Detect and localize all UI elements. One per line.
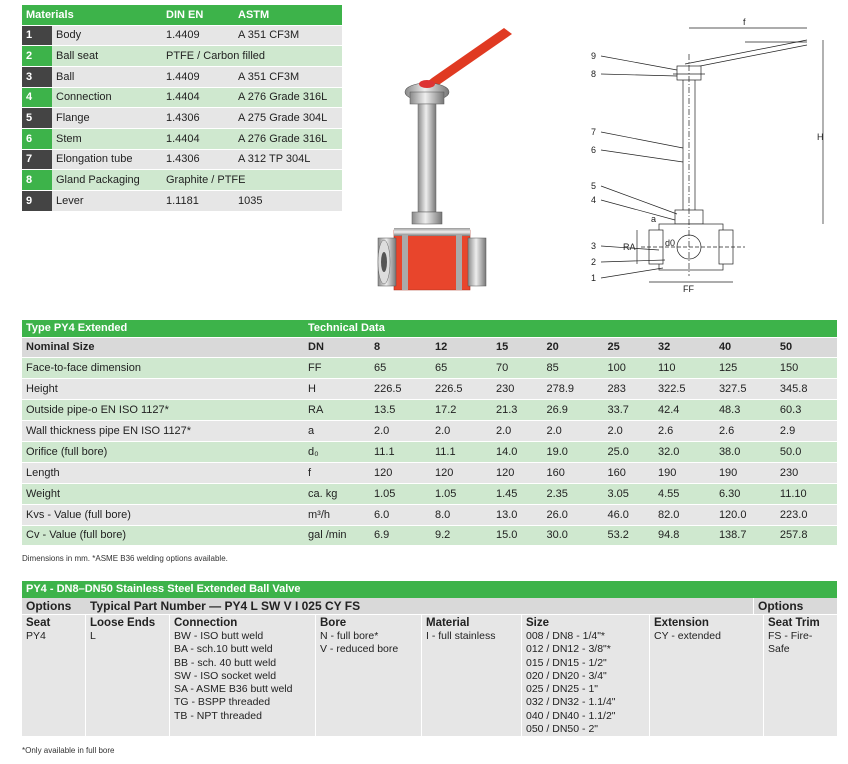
part-number-block <box>22 581 837 736</box>
part-column-title: Seat Trim <box>768 617 820 629</box>
tech-row-value: 65 <box>370 358 431 379</box>
part-column <box>650 615 764 736</box>
tech-title: Type PY4 Extended <box>22 320 304 337</box>
material-number: 3 <box>22 66 52 87</box>
material-din: 1.1181 <box>162 191 234 212</box>
tech-row-value: 120 <box>370 462 431 483</box>
material-row <box>22 191 342 212</box>
part-column <box>22 615 86 736</box>
material-astm: A 276 Grade 316L <box>234 87 342 108</box>
tech-row-label: Length <box>22 462 304 483</box>
material-din: 1.4306 <box>162 108 234 129</box>
tech-row <box>22 462 837 483</box>
tech-row-value: 223.0 <box>776 504 837 525</box>
tech-row-value: 2.0 <box>431 421 492 442</box>
nominal-value: 12 <box>431 337 492 358</box>
material-number: 6 <box>22 128 52 149</box>
part-column-title: Extension <box>654 617 709 629</box>
material-name: Gland Packaging <box>52 170 162 191</box>
callout-4: 4 <box>591 195 597 205</box>
tech-row-value: 1.05 <box>370 483 431 504</box>
tech-row-value: 65 <box>431 358 492 379</box>
dim-ra: RA <box>623 242 636 252</box>
tech-row-unit: RA <box>304 400 370 421</box>
part-column-item: L <box>90 630 96 642</box>
tech-row-unit: gal /min <box>304 525 370 546</box>
dim-h: H <box>817 132 824 142</box>
tech-row <box>22 421 837 442</box>
material-name: Body <box>52 25 162 46</box>
tech-row-value: 322.5 <box>654 379 715 400</box>
material-din: 1.4409 <box>162 25 234 46</box>
part-column-item: 012 / DN12 - 3/8"* <box>526 643 611 656</box>
tech-row-label: Weight <box>22 483 304 504</box>
tech-row-value: 230 <box>492 379 543 400</box>
tech-row-value: 8.0 <box>431 504 492 525</box>
part-title: PY4 - DN8–DN50 Stainless Steel Extended Ball Valve <box>22 581 837 598</box>
material-row <box>22 149 342 170</box>
tech-row-value: 110 <box>654 358 715 379</box>
tech-row-value: 13.0 <box>492 504 543 525</box>
tech-row-value: 3.05 <box>603 483 654 504</box>
material-name: Ball <box>52 66 162 87</box>
tech-row <box>22 525 837 546</box>
callout-9: 9 <box>591 51 597 61</box>
tech-row-value: 226.5 <box>370 379 431 400</box>
material-number: 2 <box>22 46 52 67</box>
material-din: PTFE / Carbon filled <box>162 46 342 67</box>
tech-row <box>22 379 837 400</box>
dim-f: f <box>743 17 746 27</box>
part-column-title: Loose Ends <box>90 617 156 629</box>
tech-row-value: 150 <box>776 358 837 379</box>
tech-row-value: 327.5 <box>715 379 776 400</box>
part-column-title: Connection <box>174 617 238 629</box>
tech-row-value: 2.0 <box>603 421 654 442</box>
nominal-value: 40 <box>715 337 776 358</box>
tech-row-value: 2.0 <box>542 421 603 442</box>
tech-row-value: 2.6 <box>654 421 715 442</box>
tech-row-value: 46.0 <box>603 504 654 525</box>
callout-1: 1 <box>591 273 597 283</box>
part-column-item: SW - ISO socket weld <box>174 669 277 682</box>
tech-row-value: 190 <box>654 462 715 483</box>
callout-6: 6 <box>591 145 597 155</box>
callout-7: 7 <box>591 127 597 137</box>
part-options-row <box>22 598 837 615</box>
tech-row-value: 85 <box>542 358 603 379</box>
tech-row-value: 125 <box>715 358 776 379</box>
tech-row-label: Outside pipe-o EN ISO 1127* <box>22 400 304 421</box>
tech-row-value: 2.9 <box>776 421 837 442</box>
tech-row-value: 1.05 <box>431 483 492 504</box>
part-column-title: Material <box>426 617 470 629</box>
tech-row-unit: m³/h <box>304 504 370 525</box>
technical-data-table <box>22 320 837 546</box>
tech-row-value: 33.7 <box>603 400 654 421</box>
tech-row-value: 11.1 <box>370 441 431 462</box>
material-din: 1.4404 <box>162 87 234 108</box>
part-column-item: PY4 <box>26 630 46 642</box>
materials-header <box>22 5 342 25</box>
tech-row-value: 278.9 <box>542 379 603 400</box>
materials-header-din: DIN EN <box>162 5 234 25</box>
tech-subtitle: Technical Data <box>304 320 837 337</box>
tech-row-value: 2.0 <box>492 421 543 442</box>
tech-row-value: 13.5 <box>370 400 431 421</box>
tech-row-label: Cv - Value (full bore) <box>22 525 304 546</box>
tech-row-value: 257.8 <box>776 525 837 546</box>
tech-row-value: 32.0 <box>654 441 715 462</box>
tech-row-value: 1.45 <box>492 483 543 504</box>
tech-row-value: 6.30 <box>715 483 776 504</box>
tech-row-value: 50.0 <box>776 441 837 462</box>
tech-row-value: 2.0 <box>370 421 431 442</box>
dim-d0: d0 <box>665 238 676 248</box>
tech-row-label: Kvs - Value (full bore) <box>22 504 304 525</box>
part-column <box>522 615 650 736</box>
part-column-item: I - full stainless <box>426 630 496 642</box>
part-column-title: Seat <box>26 617 51 629</box>
tech-row-value: 190 <box>715 462 776 483</box>
dim-a: a <box>651 214 657 224</box>
part-column-item: 008 / DN8 - 1/4"* <box>526 630 606 642</box>
material-din: 1.4409 <box>162 66 234 87</box>
tech-row-value: 6.0 <box>370 504 431 525</box>
callout-5: 5 <box>591 181 597 191</box>
tech-row-unit: f <box>304 462 370 483</box>
tech-row-value: 70 <box>492 358 543 379</box>
part-column-item: CY - extended <box>654 630 721 642</box>
material-name: Stem <box>52 128 162 149</box>
part-column <box>86 615 170 736</box>
material-row <box>22 108 342 129</box>
tech-row-value: 94.8 <box>654 525 715 546</box>
part-column-item: FS - Fire-Safe <box>768 630 813 656</box>
tech-row-value: 2.6 <box>715 421 776 442</box>
nominal-value: 50 <box>776 337 837 358</box>
part-column-item: 020 / DN20 - 3/4" <box>526 669 607 682</box>
tech-row-value: 160 <box>542 462 603 483</box>
callout-3: 3 <box>591 241 597 251</box>
technical-drawing <box>585 14 835 294</box>
nominal-size-row <box>22 337 837 358</box>
material-name: Flange <box>52 108 162 129</box>
tech-row-value: 230 <box>776 462 837 483</box>
extension-tube <box>418 104 436 212</box>
tech-row-value: 345.8 <box>776 379 837 400</box>
typical-part-number: Typical Part Number — PY4 L SW V I 025 CY FS <box>90 599 361 613</box>
nominal-unit: DN <box>304 337 370 358</box>
tech-row-value: 30.0 <box>542 525 603 546</box>
footnote: *Only available in full bore <box>22 746 115 755</box>
tech-row-value: 14.0 <box>492 441 543 462</box>
tech-row-label: Height <box>22 379 304 400</box>
material-din: 1.4404 <box>162 128 234 149</box>
material-row <box>22 128 342 149</box>
nominal-value: 25 <box>603 337 654 358</box>
part-column <box>170 615 316 736</box>
tech-row-unit: ca. kg <box>304 483 370 504</box>
material-number: 7 <box>22 149 52 170</box>
part-column-item: BW - ISO butt weld <box>174 630 264 642</box>
part-column-item: TG - BSPP threaded <box>174 696 271 709</box>
tech-row-value: 226.5 <box>431 379 492 400</box>
materials-table <box>22 5 342 212</box>
tech-row <box>22 441 837 462</box>
material-astm: A 275 Grade 304L <box>234 108 342 129</box>
tech-row-value: 38.0 <box>715 441 776 462</box>
tech-row-value: 11.1 <box>431 441 492 462</box>
tech-row-label: Face-to-face dimension <box>22 358 304 379</box>
material-number: 8 <box>22 170 52 191</box>
material-astm: 1035 <box>234 191 342 212</box>
tech-row-label: Wall thickness pipe EN ISO 1127* <box>22 421 304 442</box>
materials-header-label: Materials <box>22 5 162 25</box>
tech-row-value: 120.0 <box>715 504 776 525</box>
tech-row-value: 42.4 <box>654 400 715 421</box>
part-column <box>764 615 837 736</box>
tech-row-unit: a <box>304 421 370 442</box>
part-column-item: V - reduced bore <box>320 643 399 656</box>
tech-row-value: 15.0 <box>492 525 543 546</box>
tech-row-value: 120 <box>431 462 492 483</box>
material-astm: A 276 Grade 316L <box>234 128 342 149</box>
material-row <box>22 87 342 108</box>
tech-row-unit: d₀ <box>304 441 370 462</box>
part-column-item: 032 / DN32 - 1.1/4" <box>526 696 616 709</box>
tech-row-value: 26.9 <box>542 400 603 421</box>
nominal-value: 20 <box>542 337 603 358</box>
options-right-label: Options <box>753 598 837 614</box>
material-row <box>22 25 342 46</box>
tech-row-value: 4.55 <box>654 483 715 504</box>
material-name: Ball seat <box>52 46 162 67</box>
material-number: 9 <box>22 191 52 212</box>
part-column-item: BA - sch.10 butt weld <box>174 643 273 656</box>
tech-header <box>22 320 837 337</box>
material-astm: A 351 CF3M <box>234 66 342 87</box>
tech-row-value: 21.3 <box>492 400 543 421</box>
part-column-title: Bore <box>320 617 347 629</box>
tech-row-label: Orifice (full bore) <box>22 441 304 462</box>
callout-2: 2 <box>591 257 597 267</box>
part-column-item: N - full bore* <box>320 630 379 642</box>
part-columns <box>22 615 837 736</box>
material-row <box>22 170 342 191</box>
valve-photo <box>372 20 572 305</box>
tech-row-value: 11.10 <box>776 483 837 504</box>
tech-row-value: 9.2 <box>431 525 492 546</box>
material-number: 4 <box>22 87 52 108</box>
tech-row <box>22 400 837 421</box>
material-astm: A 312 TP 304L <box>234 149 342 170</box>
tech-row-value: 19.0 <box>542 441 603 462</box>
tech-row-value: 160 <box>603 462 654 483</box>
part-column <box>316 615 422 736</box>
tech-row-value: 120 <box>492 462 543 483</box>
material-astm: A 351 CF3M <box>234 25 342 46</box>
material-name: Connection <box>52 87 162 108</box>
part-column-item: 025 / DN25 - 1" <box>526 683 599 696</box>
tech-row-value: 25.0 <box>603 441 654 462</box>
material-row <box>22 66 342 87</box>
material-name: Elongation tube <box>52 149 162 170</box>
part-column-item: BB - sch. 40 butt weld <box>174 656 277 669</box>
materials-header-astm: ASTM <box>234 5 342 25</box>
material-row <box>22 46 342 67</box>
tech-row-value: 2.35 <box>542 483 603 504</box>
tech-row-value: 17.2 <box>431 400 492 421</box>
nominal-label: Nominal Size <box>22 337 304 358</box>
tech-row <box>22 483 837 504</box>
nominal-value: 8 <box>370 337 431 358</box>
material-number: 1 <box>22 25 52 46</box>
options-left-label: Options <box>26 599 72 613</box>
part-column <box>422 615 522 736</box>
part-column-item: 040 / DN40 - 1.1/2" <box>526 709 616 722</box>
tech-row <box>22 358 837 379</box>
part-column-item: 050 / DN50 - 2" <box>526 723 599 736</box>
material-name: Lever <box>52 191 162 212</box>
tech-row-value: 283 <box>603 379 654 400</box>
part-column-item: SA - ASME B36 butt weld <box>174 683 293 696</box>
part-column-item: TB - NPT threaded <box>174 709 262 722</box>
tech-row-value: 100 <box>603 358 654 379</box>
nominal-value: 15 <box>492 337 543 358</box>
material-din: 1.4306 <box>162 149 234 170</box>
dim-ff: FF <box>683 284 694 294</box>
tech-row-value: 26.0 <box>542 504 603 525</box>
nominal-value: 32 <box>654 337 715 358</box>
part-column-title: Size <box>526 617 550 629</box>
tech-row-unit: H <box>304 379 370 400</box>
tech-row-value: 60.3 <box>776 400 837 421</box>
tech-row-value: 82.0 <box>654 504 715 525</box>
callout-8: 8 <box>591 69 597 79</box>
tech-row-value: 138.7 <box>715 525 776 546</box>
tech-row-value: 6.9 <box>370 525 431 546</box>
tech-row-unit: FF <box>304 358 370 379</box>
tech-row <box>22 504 837 525</box>
material-number: 5 <box>22 108 52 129</box>
dimensions-note: Dimensions in mm. *ASME B36 welding options available. <box>22 554 228 563</box>
tech-row-value: 48.3 <box>715 400 776 421</box>
tech-row-value: 53.2 <box>603 525 654 546</box>
material-din: Graphite / PTFE <box>162 170 342 191</box>
part-column-item: 015 / DN15 - 1/2" <box>526 656 607 669</box>
